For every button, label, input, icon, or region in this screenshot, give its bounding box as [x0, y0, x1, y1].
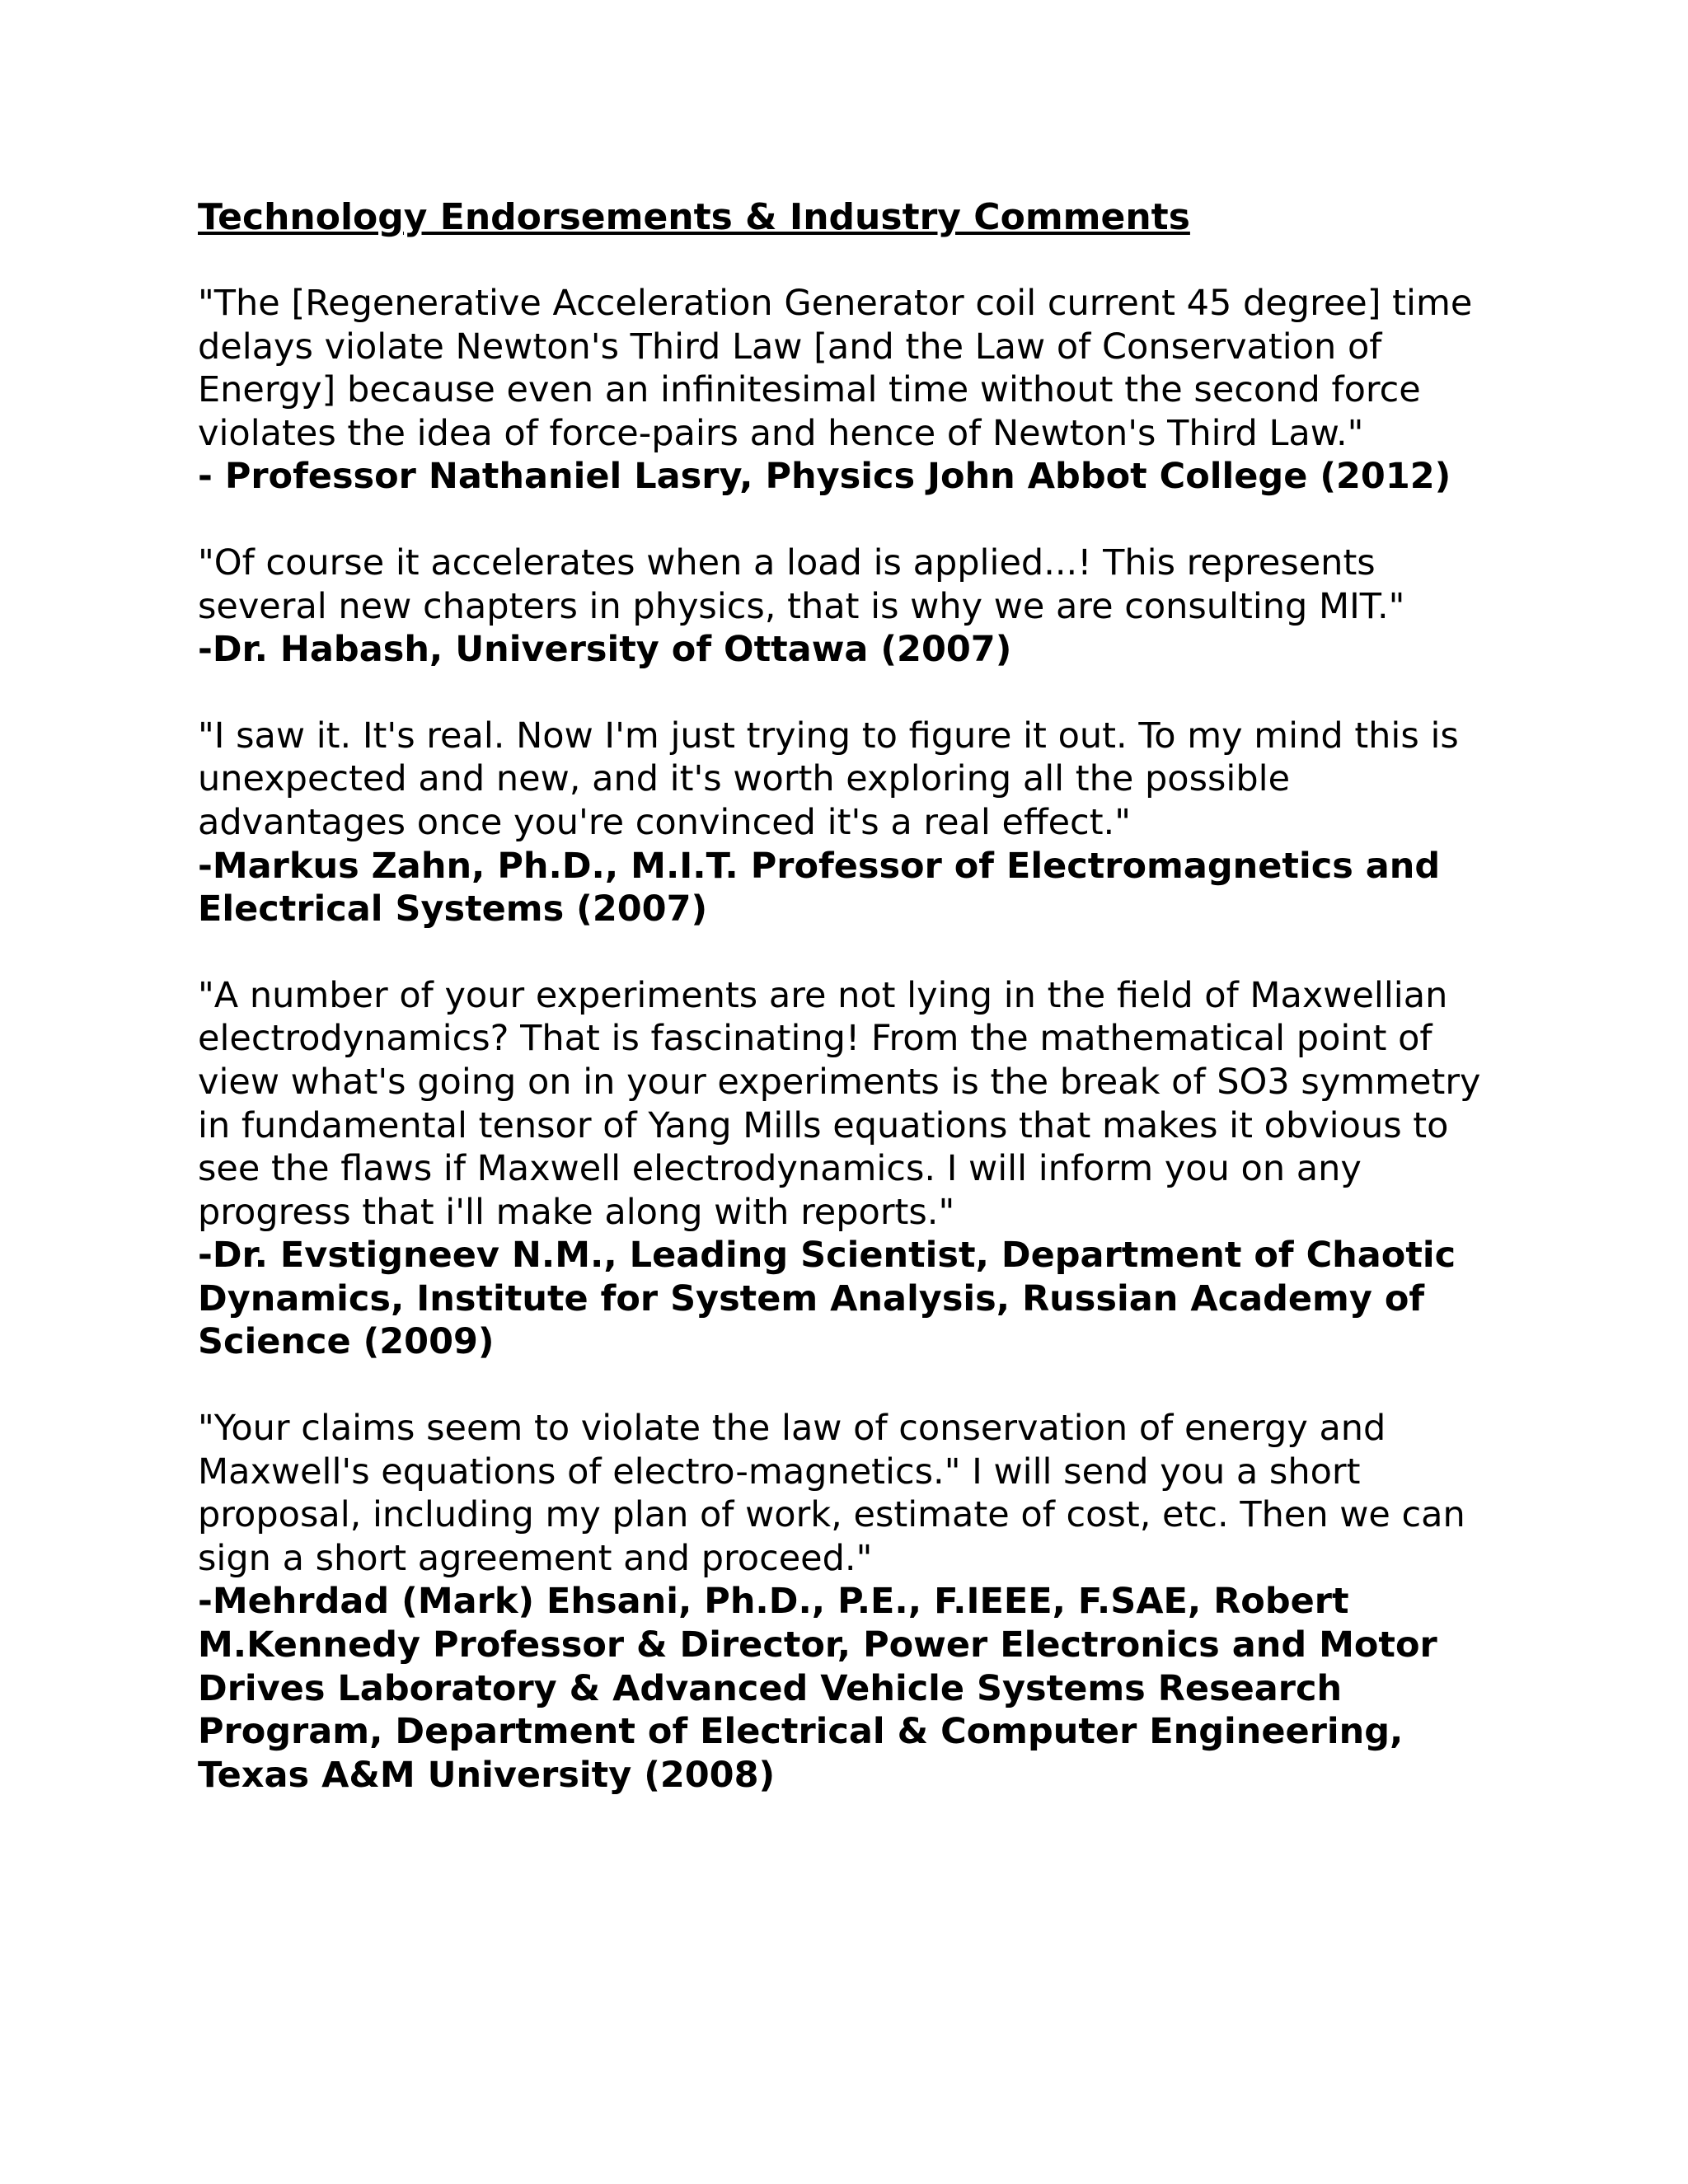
endorsement-quote: "Your claims seem to violate the law of conservation of energy and Maxwell's equations of electro-magnetics." I will send you a short proposal, including my plan of work, estimate of cost, etc. Then we can sign a short agreement and proceed." [198, 1408, 1465, 1579]
endorsement-quote: "The [Regenerative Acceleration Generator coil current 45 degree] time delays violate Newton's Third Law [and the Law of Conservation of Energy] because even an infinitesimal time without the second force violates the idea of force-pairs and hence of Newton's Third Law." [198, 283, 1473, 454]
endorsement-quote: "I saw it. It's real. Now I'm just trying to figure it out. To my mind this is unexpected and new, and it's worth exploring all the possible advantages once you're convinced it's a real effect." [198, 715, 1459, 843]
endorsement-attribution: -Mehrdad (Mark) Ehsani, Ph.D., P.E., F.IEEE, F.SAE, Robert M.Kennedy Professor & Director, Power Electronics and Motor Drives Laboratory & Advanced Vehicle Systems Research Program, Department of Electrical & Computer Engineering, Texas A&M University (2008) [198, 1581, 1437, 1796]
endorsement-attribution: -Dr. Evstigneev N.M., Leading Scientist, Department of Chaotic Dynamics, Institute for System Analysis, Russian Academy of Science (2009) [198, 1235, 1456, 1363]
endorsement-attribution: -Dr. Habash, University of Ottawa (2007) [198, 629, 1012, 671]
endorsement-entry [198, 541, 1484, 672]
endorsement-entry [198, 974, 1484, 1364]
endorsement-entry [198, 1407, 1484, 1797]
endorsement-entry [198, 282, 1484, 499]
document-page [198, 196, 1484, 1797]
endorsement-attribution: -Markus Zahn, Ph.D., M.I.T. Professor of Electromagnetics and Electrical Systems (2007) [198, 845, 1441, 930]
endorsement-entry [198, 715, 1484, 931]
endorsement-attribution: - Professor Nathaniel Lasry, Physics John Abbot College (2012) [198, 456, 1451, 498]
endorsement-quote: "Of course it accelerates when a load is applied...! This represents several new chapters in physics, that is why we are consulting MIT." [198, 541, 1405, 627]
endorsement-quote: "A number of your experiments are not lying in the field of Maxwellian electrodynamics? That is fascinating! From the mathematical point of view what's going on in your experiments is the break of SO3 symmetry in fundamental tensor of Yang Mills equations that makes it obvious to see the flaws if Maxwell electrodynamics. I will inform you on any progress that i'll make along with reports." [198, 974, 1481, 1233]
document-title: Technology Endorsements & Industry Comments [198, 196, 1190, 238]
